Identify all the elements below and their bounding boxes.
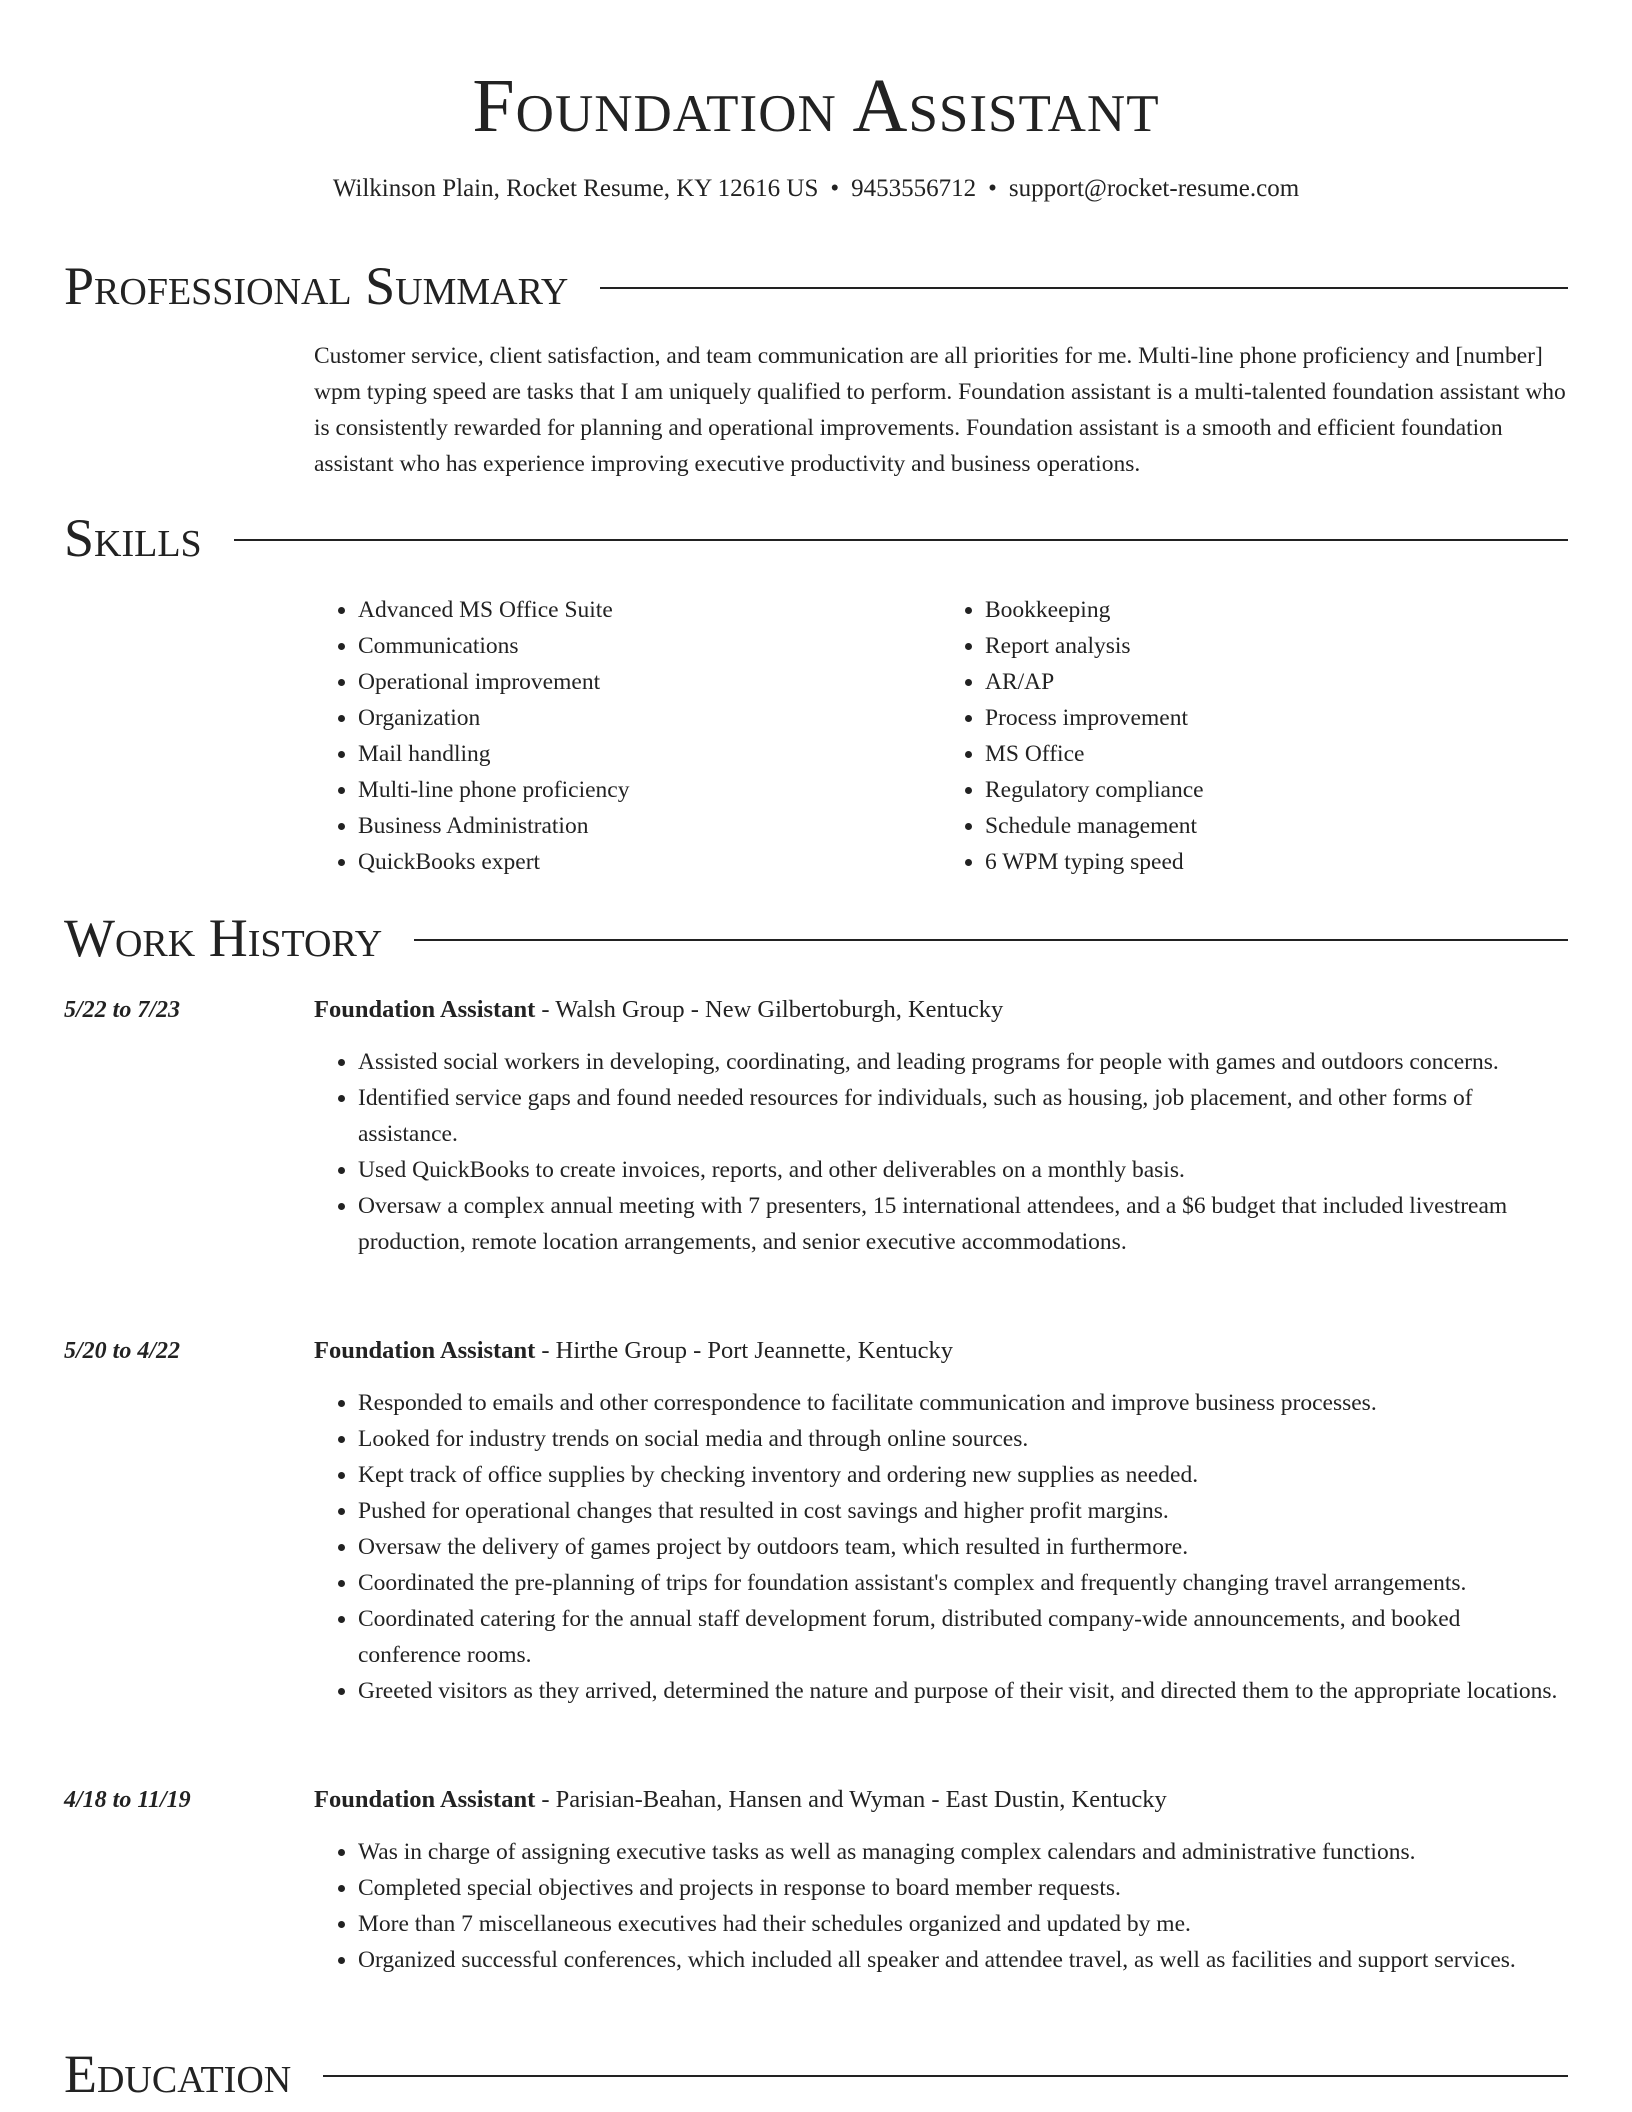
job-bullet: • Was in charge of assigning executive tasks as well as managing complex calendars and administrative functions.: [358, 1834, 1568, 1870]
job-bullet-list: [314, 1834, 1568, 1978]
section-divider: [234, 539, 1568, 541]
job-bullet: • More than 7 miscellaneous executives had their schedules organized and updated by me.: [358, 1906, 1568, 1942]
work-section-title: Work History: [64, 908, 383, 968]
education-section-header: [64, 2042, 1568, 2106]
skills-section-title: Skills: [64, 508, 202, 568]
contact-line: [0, 172, 1632, 206]
job-bullet: • Looked for industry trends on social media and through online sources.: [358, 1421, 1568, 1457]
job-bullet: • Identified service gaps and found needed resources for individuals, such as housing, job placement, and other forms of assistance.: [358, 1080, 1568, 1152]
job-bullet: • Greeted visitors as they arrived, determined the nature and purpose of their visit, and directed them to the appropriate locations.: [358, 1673, 1568, 1709]
work-section-header: [64, 906, 1568, 970]
job-bullet: • Oversaw a complex annual meeting with 7 presenters, 15 international attendees, and a $6 budget that included livestream production, remote location arrangements, and senior executive accommodations.: [358, 1188, 1568, 1260]
job-position: Foundation Assistant: [314, 996, 536, 1023]
skill-item: • Communications: [358, 628, 941, 664]
skills-column-left: [314, 592, 941, 880]
contact-separator: •: [830, 175, 840, 202]
skill-item: • Business Administration: [358, 808, 941, 844]
job-bullet: • Pushed for operational changes that resulted in cost savings and higher profit margins.: [358, 1493, 1568, 1529]
summary-section-title: Professional Summary: [64, 256, 569, 316]
section-divider: [414, 939, 1568, 941]
job-dates: 5/22 to 7/23: [64, 997, 181, 1023]
skill-item: • QuickBooks expert: [358, 844, 941, 880]
job-bullet: • Coordinated the pre-planning of trips for foundation assistant's complex and frequently changing travel arrangements.: [358, 1565, 1568, 1601]
job-bullet: • Organized successful conferences, which included all speaker and attendee travel, as well as facilities and support services.: [358, 1942, 1568, 1978]
skills-section-header: [64, 506, 1568, 570]
job-position: Foundation Assistant: [314, 1337, 536, 1364]
job-bullet: • Assisted social workers in developing, coordinating, and leading programs for people with games and outdoors concerns.: [358, 1044, 1568, 1080]
skill-item: • Bookkeeping: [985, 592, 1568, 628]
job-employer: - Hirthe Group - Port Jeannette, Kentucky: [535, 1337, 954, 1364]
skill-item: • Process improvement: [985, 700, 1568, 736]
job-bullet: • Completed special objectives and projects in response to board member requests.: [358, 1870, 1568, 1906]
job-heading: [314, 992, 1003, 1028]
candidate-name: Foundation Assistant: [472, 64, 1160, 148]
contact-email: support@rocket-resume.com: [1008, 175, 1300, 202]
job-employer: - Walsh Group - New Gilbertoburgh, Kentucky: [535, 996, 1004, 1023]
job-bullet-list: [314, 1044, 1568, 1260]
job-employer: - Parisian-Beahan, Hansen and Wyman - East Dustin, Kentucky: [535, 1786, 1167, 1813]
skill-item: • Regulatory compliance: [985, 772, 1568, 808]
section-divider: [600, 287, 1568, 289]
skill-item: • Report analysis: [985, 628, 1568, 664]
job-dates: 5/20 to 4/22: [64, 1338, 181, 1364]
skill-item: • AR/AP: [985, 664, 1568, 700]
job-heading: [314, 1333, 953, 1369]
job-bullet: • Responded to emails and other correspondence to facilitate communication and improve business processes.: [358, 1385, 1568, 1421]
skill-item: • Multi-line phone proficiency: [358, 772, 941, 808]
summary-text: Customer service, client satisfaction, and team communication are all priorities for me. Multi-line phone proficiency and [number] wpm typing speed are tasks that I am uniquely qualified to perform. Foundation assistant is a multi-talented foundation assistant who is consistently rewarded for planning and operational improvements. Foundation assistant is a smooth and efficient foundation assistant who has experience improving executive productivity and business operations.: [314, 343, 1566, 477]
job-heading: [314, 1782, 1167, 1818]
skill-item: • MS Office: [985, 736, 1568, 772]
skill-item: • 6 WPM typing speed: [985, 844, 1568, 880]
job-position: Foundation Assistant: [314, 1786, 536, 1813]
job-bullet: • Kept track of office supplies by checking inventory and ordering new supplies as needed.: [358, 1457, 1568, 1493]
summary-section-header: [64, 254, 1568, 318]
contact-phone: 9453556712: [851, 175, 977, 202]
job-bullet: • Coordinated catering for the annual staff development forum, distributed company-wide announcements, and booked conference rooms.: [358, 1601, 1568, 1673]
skills-list: [314, 592, 1568, 880]
section-divider: [323, 2075, 1568, 2077]
skill-item: • Mail handling: [358, 736, 941, 772]
education-section-title: Education: [64, 2044, 292, 2104]
job-bullet: • Used QuickBooks to create invoices, reports, and other deliverables on a monthly basis.: [358, 1152, 1568, 1188]
skill-item: • Advanced MS Office Suite: [358, 592, 941, 628]
job-dates: 4/18 to 11/19: [64, 1787, 191, 1813]
skill-item: • Schedule management: [985, 808, 1568, 844]
skill-item: • Organization: [358, 700, 941, 736]
contact-address: Wilkinson Plain, Rocket Resume, KY 12616 US: [332, 175, 819, 202]
contact-separator: •: [988, 175, 997, 202]
job-bullet-list: [314, 1385, 1568, 1709]
skills-column-right: [941, 592, 1568, 880]
job-bullet: • Oversaw the delivery of games project by outdoors team, which resulted in furthermore.: [358, 1529, 1568, 1565]
skill-item: • Operational improvement: [358, 664, 941, 700]
